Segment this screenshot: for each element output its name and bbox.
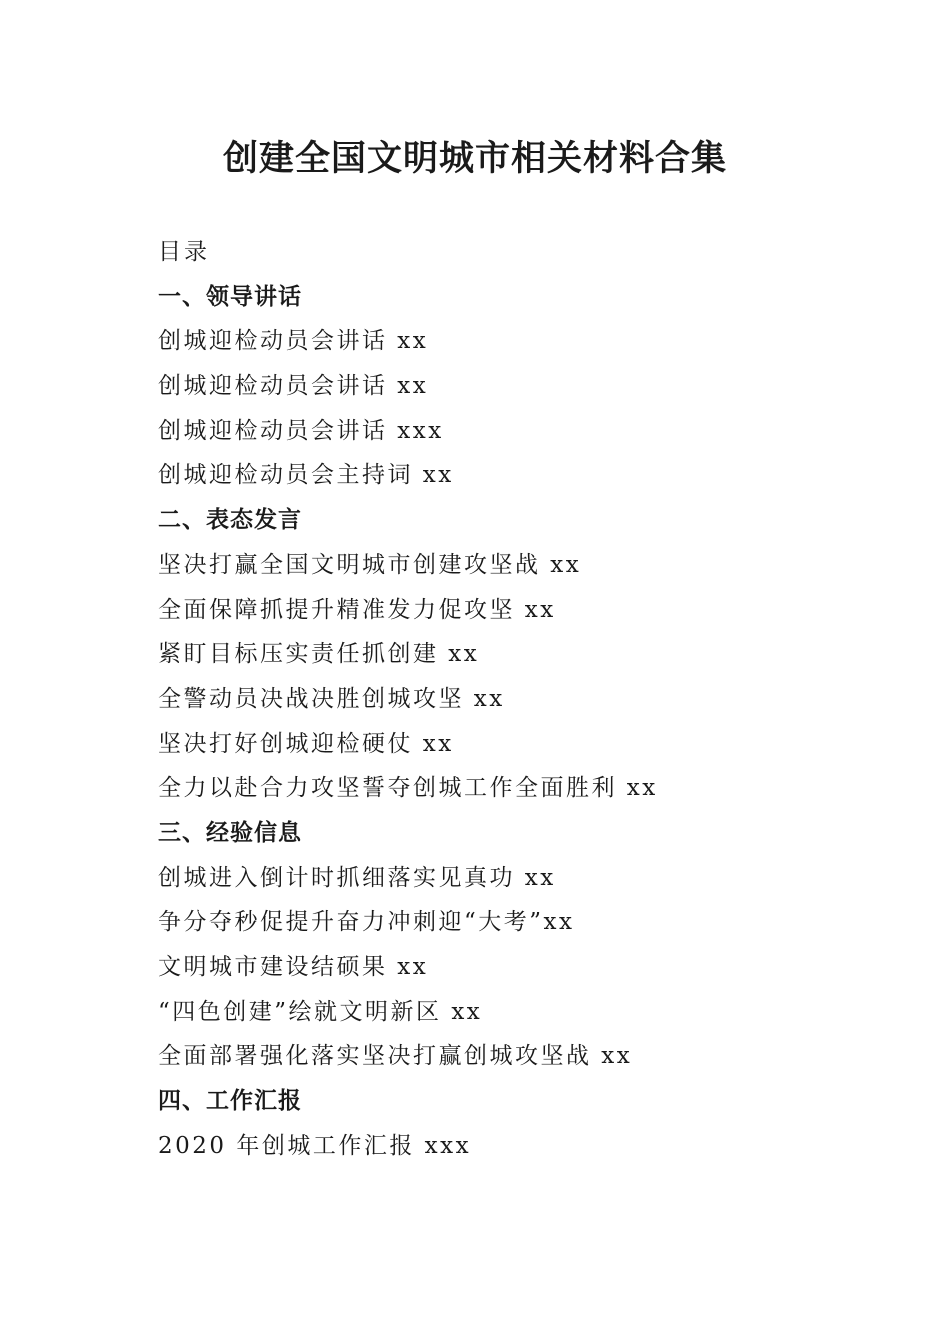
toc-item: 创城进入倒计时抓细落实见真功 xx — [158, 864, 556, 891]
section-heading-leader-speeches: 一、领导讲话 — [158, 283, 302, 310]
section-heading-experience: 三、经验信息 — [158, 819, 302, 846]
section-heading-work-report: 四、工作汇报 — [158, 1088, 302, 1115]
toc-item: 全面部署强化落实坚决打赢创城攻坚战 xx — [158, 1043, 633, 1070]
toc-item: 2020 年创城工作汇报 xxx — [158, 1132, 472, 1159]
toc-item: 坚决打赢全国文明城市创建攻坚战 xx — [158, 551, 582, 578]
toc-item: 全面保障抓提升精准发力促攻坚 xx — [158, 596, 556, 623]
section-heading-statements: 二、表态发言 — [158, 507, 302, 534]
toc-item: 文明城市建设结硕果 xx — [158, 954, 429, 980]
toc-item: 全警动员决战决胜创城攻坚 xx — [158, 685, 505, 712]
toc-label: 目录 — [158, 239, 210, 265]
toc-item: 创城迎检动员会讲话 xxx — [158, 417, 444, 444]
table-of-contents — [158, 230, 798, 1168]
toc-item: 创城迎检动员会讲话 xx — [158, 328, 429, 355]
toc-item: 创城迎检动员会主持词 xx — [158, 462, 454, 489]
toc-item: 创城迎检动员会讲话 xx — [158, 373, 429, 400]
toc-item: 坚决打好创城迎检硬仗 xx — [158, 730, 454, 757]
toc-item: 紧盯目标压实责任抓创建 xx — [158, 641, 480, 668]
toc-item: 争分夺秒促提升奋力冲刺迎“大考”xx — [158, 909, 575, 936]
toc-item: “四色创建”绘就文明新区 xx — [158, 998, 483, 1025]
toc-item: 全力以赴合力攻坚誓夺创城工作全面胜利 xx — [158, 775, 658, 802]
document-title: 创建全国文明城市相关材料合集 — [222, 138, 727, 179]
